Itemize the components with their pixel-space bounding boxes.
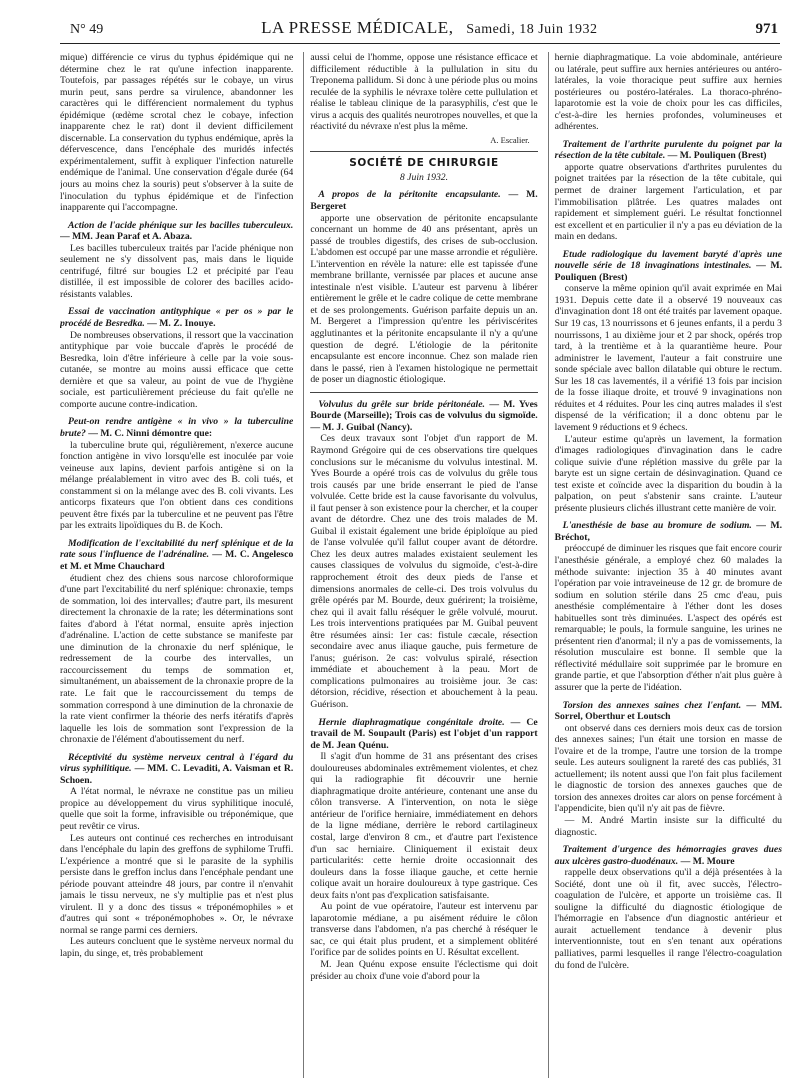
article-heading [555, 249, 782, 284]
article-title: Traitement de l'arthrite purulente du poignet par la résection de la tête cubitale. [554, 138, 783, 162]
article-authors: — MM. Sorrel, Oberthur et Loutsch [554, 699, 783, 723]
article-heading [60, 220, 293, 243]
article-authors: — M. Moure [680, 855, 735, 867]
article-heading [310, 717, 537, 752]
article-authors: — MM. C. Levaditi, A. Vaisman et R. Schoen. [60, 763, 294, 786]
article-heading [555, 844, 782, 867]
paragraph: mique) différencie ce virus du typhus épidémique qui ne détermine chez le rat qu'une infection inapparente. Toutefois, par passages répétés sur le cobaye, un virus murin peut, sans perdre sa virulence, abandonner les caractères qui le différencient normalement du typhus épidémique (œdème scrotal chez le cobaye, infection inapparente chez le rat) dont il devient difficilement discernable. La conservation du typhus endémique, après la défervescence, dans l'encéphale des muridés infectés expérimentalement, suffit à expliquer l'infection naturelle endémique de l'animal. Une conservation d'égale durée (64 jours au moins chez la souris) peut s'observer à la suite de l'inoculation du typhus épidémique et de l'infection inapparente qui l'accompagne. [60, 52, 294, 214]
paragraph: Les bacilles tuberculeux traités par l'acide phénique non seulement ne s'y dissolvent pas, mais dans le liquide centrifugé, filtré sur bougies L2 et précipité par l'eau distillée, il est impossible de colorer des bacilles acido-résistants valables. [60, 242, 294, 300]
paragraph: Ces deux travaux sont l'objet d'un rapport de M. Raymond Grégoire qui de ces observations tire quelques conclusions sur le mécanisme du volvulus intestinal. M. Yves Bourde a opéré trois cas de volvulus du grêle tous trois causés par une bride enserrant le pied de l'anse volvulée. Cette bride est la cause favorisante du volvulus, il faut penser à son existence pour la chercher, et la couper avant de détordre. Chez une des trois malades de M. Guibal il existait également une bride épiploïque au pied de l'anse volvulée qu'il fallut couper avant de détordre. Chez les deux autres malades existaient seulement les causes classiques de volvulus du sigmoïde, c'est-à-dire rapprochement étroit des deux pieds de l'anse et dimensions anormales de celle-ci. Des trois volvulus du grêle opérés par M. Bourde, deux guérirent; la troisième, chez qui il avait fallu réséquer le grêle volvulé, mourut. Les trois interventions pratiquées par M. Guibal peuvent être résumées ainsi: 1er cas: fistule cæcale, résection secondaire avec anus iliaque gauche, puis fermeture de l'anus; guérison. 2e cas: volvulus spiralé, résection immédiate et abouchement à la peau. Mort de complications pulmonaires au troisième jour. 3e cas: détorsion, récidive, résection et abouchement à la peau. Guérison. [310, 433, 538, 710]
paragraph: rappelle deux observations qu'il a déjà présentées à la Société, dont une où il fit, avec succès, l'électro-coagulation de l'ulcère, et apporte un troisième cas. Il souligne la difficulté du diagnostic étiologique de l'hémorragie en l'absence d'un diagnostic antérieur et aurait actuellement tendance à devenir plus interventionniste, tout en s'en tenant aux opérations palliatives, parmi lesquelles il range l'électro-coagulation du fond de l'ulcère. [554, 867, 783, 971]
header-rule [60, 43, 780, 44]
paragraph: aussi celui de l'homme, oppose une résistance efficace et difficilement réductible à la pullulation in situ du Treponema pallidum. Si donc à une période plus ou moins reculée de la syphilis le névraxe tolère cette pullulation et réalise le tableau clinique de la parasyphilis, c'est que le virus a acquis des qualités neurotropes nouvelles, et que la réactivité du névraxe n'est plus la même. [310, 52, 538, 133]
paragraph: Il s'agit d'un homme de 31 ans présentant des crises douloureuses abdominales extrêmement violentes, et chez qui la radiographie fit découvrir une hernie diaphragmatique droite antérieure, contenant une anse du côlon transverse. A l'intervention, on nota le siège antérieur de l'orifice herniaire, immédiatement en dehors de la ligne médiane, derrière le rebord cartilagineux costal, large d'environ 8 cm., et d'autre part l'existence d'un sac herniaire. Cliniquement il existait deux particularités: cette hernie droite occasionnait des douleurs dans la fosse iliaque gauche, et cette hernie colique avait un horaire douloureux à type gastrique. Ces deux faits n'ont pas d'explication satisfaisante. [310, 751, 538, 901]
article-title: L'anesthésie de base au bromure de sodium. [562, 520, 752, 532]
paragraph: préoccupé de diminuer les risques que fait encore courir l'anesthésie générale, a employé chez 60 malades la méthode suivante: injection 35 à 40 minutes avant l'opération par voie intraveineuse de 12 gr. de bromure de sodium en solution stérile dans 25 cmc d'eau, puis anesthésie complémentaire à l'éther dont les doses habituelles sont très diminuées. L'aspect des opérés est remarquable; le pouls, la formule sanguine, les urines ne présentent rien d'anormal; il n'y a pas de vomissements, la résolution musculaire est bonne. Il semble que la réflectivité médullaire soit supprimée par le bromure en grande partie, et que l'absorption d'éther n'ait plus guère à assurer que la perte de l'idéation. [554, 543, 783, 693]
article-title: Modification de l'excitabilité du nerf splénique et de la rate sous l'influence de l'adrénaline. [60, 537, 294, 561]
article-authors: — Ce travail de M. Soupault (Paris) est l'objet d'un rapport de M. Jean Quénu. [310, 716, 538, 751]
article-authors: — M. C. Angelesco et M. et Mme Chauchard [60, 549, 294, 572]
article-heading [60, 752, 293, 787]
paragraph: L'auteur estime qu'après un lavement, la formation d'images radiologiques d'invagination dans le cadre colique suivie d'une réplétion massive du grêle par la baryte est un signe certain de désinvagination. Quand ce test existe et coïncide avec la disparition du boudin à la palpation, on peut s'abstenir sans crainte. L'auteur présente plusieurs clichés illustrant cette manière de voir. [554, 433, 783, 514]
article-authors: — M. Bréchot, [554, 520, 783, 543]
article-heading [60, 416, 293, 439]
article-title: Volvulus du grêle sur bride péritonéale. [318, 398, 485, 410]
article-title: Action de l'acide phénique sur les bacilles tuberculeux. [68, 219, 294, 231]
page-number: 971 [755, 21, 778, 37]
page-header [70, 18, 778, 40]
article-authors: — M. Pouliquen (Brest) [554, 260, 783, 283]
article-heading [310, 399, 537, 434]
article-title: Essai de vaccination antityphique « per os » par le procédé de Besredka. [60, 306, 294, 330]
paragraph: A l'état normal, le névraxe ne constitue pas un milieu propice au développement du virus syphilitique inoculé, quelle que soit la forme, infravisible ou tréponémique, que peut revêtir ce virus. [60, 786, 294, 832]
article-authors: — M. C. Ninni démontre que: [88, 427, 213, 439]
paragraph: Les auteurs concluent que le système nerveux normal du lapin, du singe, et, très probablement [60, 936, 294, 960]
paragraph: — M. André Martin insiste sur la difficulté du diagnostic. [554, 815, 783, 838]
article-title: Réceptivité du système nerveux central à l'égard du virus syphilitique. [60, 751, 294, 775]
column-1 [60, 52, 293, 1078]
paragraph: conserve la même opinion qu'il avait exprimée en Mai 1931. Depuis cette date il a observé 19 nouveaux cas d'invagination dont 18 ont été traités par lavement opaque. Sur 19 cas, 13 nourrissons et 6 jeunes enfants, il a perdu 3 nourrissons, 1 au dixième jour et 2 par shock, opérés trop tard, à la trentième et à la quarantième heure. Pour administrer le lavement, l'auteur a fait construire une sonde spéciale avec ballon dilatable qui obture le rectum. Sur les 18 cas lavementés, il a vérifié 13 fois par incision de la fosse iliaque droite, et trouvé 9 invaginations non réduites et 4 réduites. Pour les cinq autres malades il s'est dispensé de la vérification; il a donc obtenu par le lavement 9 réductions et 9 échecs. [554, 283, 783, 433]
section-date: 8 Juin 1932. [399, 171, 449, 183]
column-3 [548, 52, 782, 1078]
paragraph: Au point de vue opératoire, l'auteur est intervenu par laparotomie médiane, a pu aisément réduire le côlon transverse dans l'abdomen, n'a pas cherché à réséquer le sac, ce qui était plus prudent, et a simplement oblitéré l'orifice par de solides points en U. Résultat excellent. [310, 901, 538, 959]
article-authors: — M. Z. Inouye. [147, 318, 216, 330]
article-heading [555, 139, 782, 162]
article-columns [60, 52, 782, 1078]
issue-date: Samedi, 18 Juin 1932 [466, 22, 598, 37]
article-title: Hernie diaphragmatique congénitale droite. [318, 716, 505, 728]
section-heading: SOCIÉTÉ DE CHIRURGIE [310, 151, 537, 170]
article-heading [60, 306, 293, 329]
issue-number: N° 49 [70, 22, 104, 37]
article-title: A propos de la péritonite encapsulante. [318, 189, 501, 201]
journal-name: LA PRESSE MÉDICALE, [261, 18, 454, 37]
article-heading [310, 189, 537, 212]
column-2 [303, 52, 537, 1078]
paragraph: hernie diaphragmatique. La voie abdominale, antérieure ou latérale, peut suffire aux hernies antérieures ou antéro-latérales, la voie thoracique peut suffire aux hernies postérieures ou postéro-latérales. La thoraco-phréno-laparotomie est la voie de choix pour les cas difficiles, c'est-à-dire les hernies profondes, volumineuses et adhérentes. [554, 52, 783, 133]
paragraph: étudient chez des chiens sous narcose chloroformique d'une part l'excitabilité du nerf splénique: chronaxie, temps de sommation, loi des intervalles; d'autre part, ils mesurent directement la chronaxie de la rate; les déterminations sont faites d'abord à l'état normal, ensuite après injection d'adrénaline. L'action de cette substance se manifeste par une diminution de la chronaxie du nerf splénique, le redressement de la courbe des intervalles, un raccourcissement du temps de sommation et, simultanément, un abaissement de la chronaxie propre de la rate. Le fait que le raccourcissement du temps de sommation correspond à une diminution de la chronaxie de la rate vient confirmer la théorie des nerfs itératifs d'après laquelle les lois de sommation sont l'expression de la chronaxie de l'élément d'aboutissement du nerf. [60, 572, 294, 746]
article-authors: — MM. Jean Paraf et A. Abaza. [60, 231, 193, 243]
paragraph: Les auteurs ont continué ces recherches en introduisant dans l'encéphale du lapin des greffons de syphilome Truffi. L'expérience a montré que si le parasite de la syphilis persiste dans le greffon inclus dans l'encéphale pendant une période pouvant atteindre 48 jours, par contre il n'envahit jamais le tissu nerveux, ne s'y multiplie pas et n'est plus virulent. Il y a donc des tissus « tréponémophiles » et d'autres qui sont « tréponémophobes ». Or, le névraxe normal se range parmi ces derniers. [60, 832, 294, 936]
article-heading [60, 538, 293, 573]
paragraph: apporte une observation de péritonite encapsulante concernant un homme de 40 ans présentant, après un passé de troubles digestifs, des crises de sub-occlusion. L'abdomen est occupé par une masse arrondie et régulière. L'intervention en révèle la nature: elle est tapissée d'une membrane brillante, vernissée par places et aucune anse intestinale n'est visible. L'auteur est parvenu à libérer entièrement le grêle et le cadre colique de cette membrane et de ses prolongements. Guérison parfaite depuis un an. M. Bergeret a l'impression qu'entre les périviscérites agglutinantes et la péritonite encapsulante il n'y a qu'une question de degré. L'étiologie de la péritonite encapsulante est encore inconnue. Chez son malade rien dans le passé, rien à l'examen histologique ne permettait de poser un diagnostic étiologique. [310, 212, 538, 386]
article-title: Traitement d'urgence des hémorragies graves dues aux ulcères gastro-duodénaux. [554, 844, 783, 867]
paragraph: De nombreuses observations, il ressort que la vaccination antityphique par voie buccale d'après le procédé de Besredka, loin d'être inférieure à celle par la voie sous-cutanée, se montre au moins aussi efficace que cette dernière et que sa valeur, au point de vue de l'hygiène sociale, est particulièrement précieuse du fait qu'elle ne comporte aucune contre-indication. [60, 329, 294, 410]
article-heading [555, 520, 782, 543]
article-heading [555, 700, 782, 723]
article-authors: — M. Pouliquen (Brest) [667, 150, 767, 162]
article-authors: — M. Bergeret [310, 189, 538, 213]
article-title: Peut-on rendre antigène « in vivo » la tuberculine brute? [60, 416, 294, 439]
paragraph: M. Jean Quénu expose ensuite l'éclectisme qui doit présider au choix d'une voie d'abord pour la [310, 959, 538, 982]
paragraph: ont observé dans ces derniers mois deux cas de torsion des annexes saines; l'un était une torsion en masse de l'ovaire et de la trompe, l'autre une torsion de la trompe seule. Les auteurs soulignent la rareté des cas publiés, 31 actuellement; ils notent aussi que l'on fait plus facilement le diagnostic de torsion des annexes gauches que de torsion des annexes droites car alors on pense forcément à l'appendicite, bien qu'il n'y ait pas de fièvre. [554, 722, 783, 815]
author-signature: A. Escalier. [490, 134, 530, 145]
article-title: Torsion des annexes saines chez l'enfant. [562, 699, 742, 711]
divider [310, 392, 537, 393]
article-authors: — M. Yves Bourde (Marseille); Trois cas de volvulus du sigmoïde. — M. J. Guibal (Nancy). [310, 398, 538, 433]
paragraph: la tuberculine brute qui, régulièrement, n'exerce aucune fonction antigène in vivo lorsqu'elle est inoculée par voie veineuse aux lapins, devient parfois antigène si on la mélange préalablement in vitro avec des B. coli tués, et constamment si on la mélange avec des B. coli vivants. Les anticorps fixateurs que l'on obtient dans ces conditions peuvent être fixés par la tuberculine et ne peuvent pas l'être par les extraits lipoïdiques du B. de Koch. [60, 439, 294, 532]
publication-title [261, 18, 597, 38]
paragraph: apporte quatre observations d'arthrites purulentes du poignet traitées par la résection de la tête cubitale, qui permet de drainer largement l'articulation, et par l'immobilisation plâtrée. Les quatres malades ont rapidement et simplement guéri. Le résultat fonctionnel est excellent et en particulier il n'y a pas eu déviation de la main en dedans. [554, 161, 783, 243]
article-title: Etude radiologique du lavement baryté d'après une nouvelle série de 18 invaginations intestinales. [554, 248, 783, 272]
